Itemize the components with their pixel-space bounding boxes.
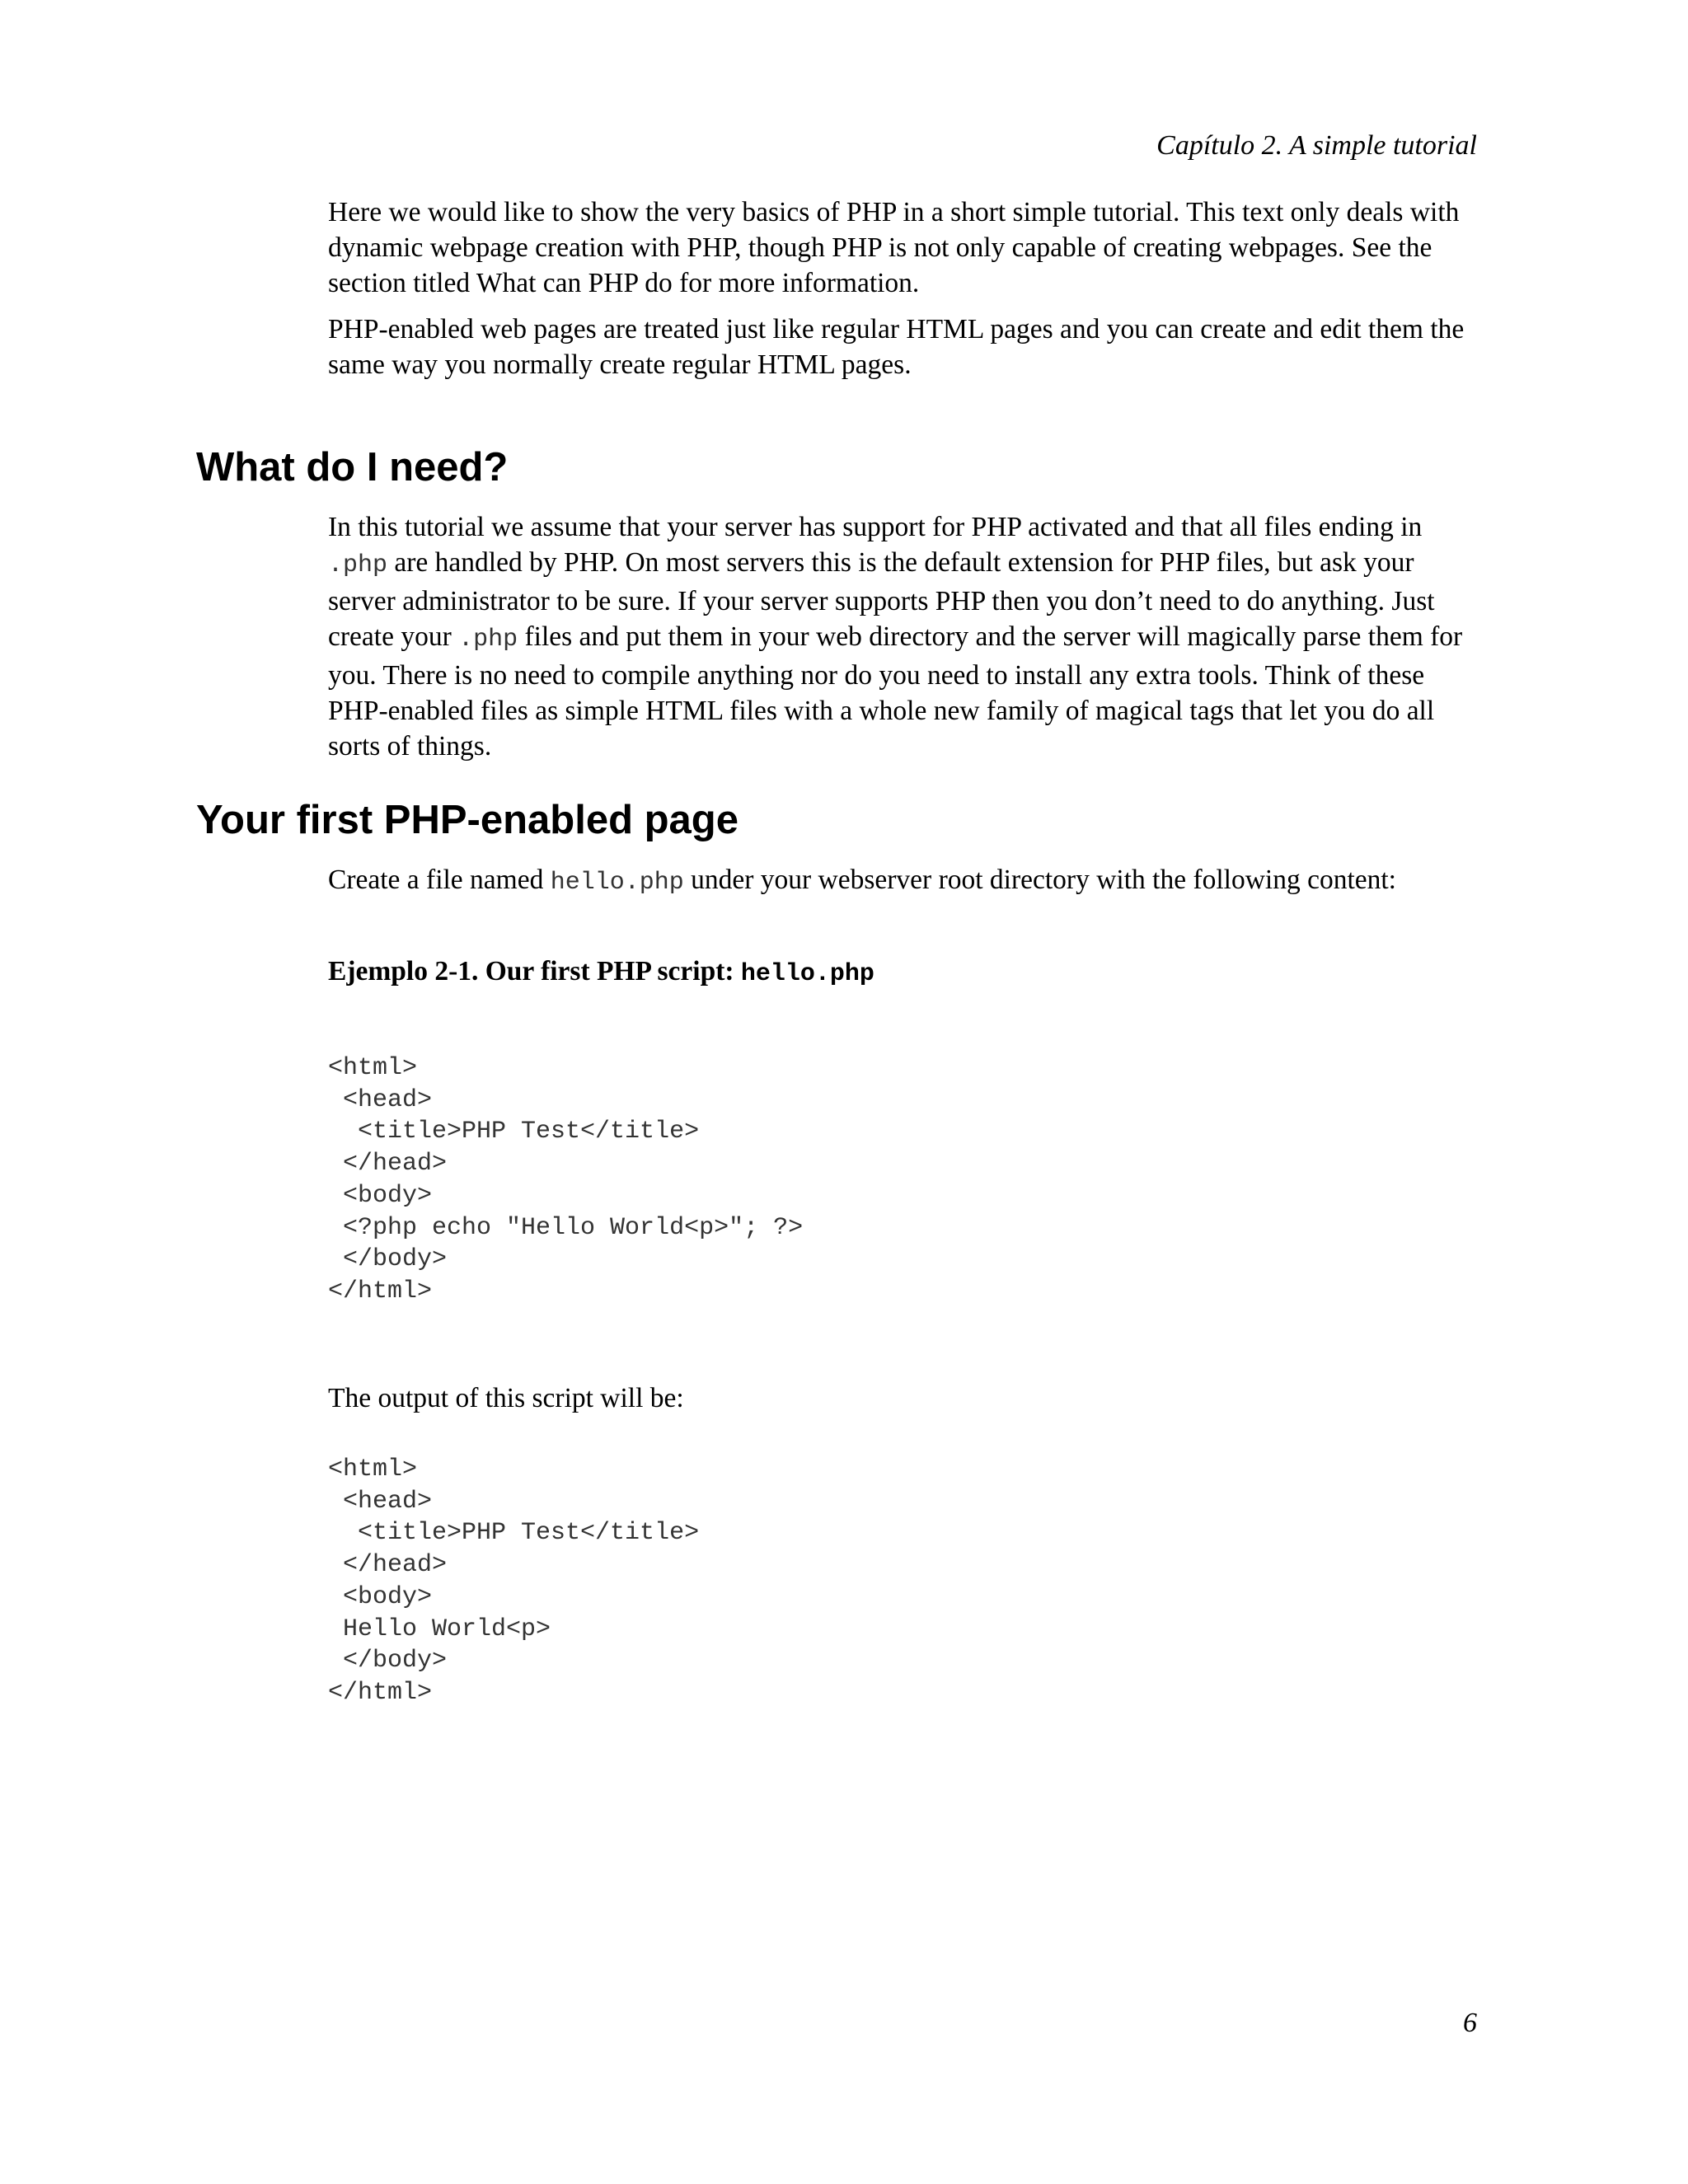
inline-code-php-ext: .php [328,551,388,579]
section1-text-a: In this tutorial we assume that your server has support for PHP activated and that all files ending in [328,512,1423,542]
inline-code-php-ext-2: .php [458,626,518,654]
intro-paragraph-1: Here we would like to show the very basics of PHP in a short simple tutorial. This text only deals with dynamic webpage creation with PHP, though PHP is not only capable of creating webpages. See the section titled What can PHP do for more information. [328,197,1460,298]
php-script-code-block: <html> <head> <title>PHP Test</title> </head> <body> <?php echo "Hello World<p>"; ?> </body> </html> [328,1054,804,1305]
intro-paragraph-2: PHP-enabled web pages are treated just like regular HTML pages and you can create and edit them the same way you normally create regular HTML pages. [328,314,1465,380]
section1-text-c: files and put them in your web directory and the server will magically parse them for you. There is no need to compile anything nor do you need to install any extra tools. Think of these PHP-enabled files as simple HTML files with a whole new family of magical tags that let you do all sorts of things. [328,621,1463,762]
section1-paragraph [328,509,1482,764]
section1-text-b: are handled by PHP. On most servers this is the default extension for PHP files, but ask your server administrator to be sure. If your server supports PHP then you don’t need to do anything. Just create your [328,547,1435,652]
script-output-code-block: <html> <head> <title>PHP Test</title> </head> <body> Hello World<p> </body> </html> [328,1455,700,1707]
section-heading-first-php-page: Your first PHP-enabled page [196,798,738,842]
section2-intro-paragraph [328,862,1482,901]
output-intro-text: The output of this script will be: [328,1383,684,1413]
section2-text-b: under your webserver root directory with the following content: [683,865,1396,895]
section2-text-a: Create a file named [328,865,551,895]
example-caption-label: Ejemplo 2-1. Our first PHP script: [328,956,741,987]
running-header: Capítulo 2. A simple tutorial [1156,130,1477,161]
section-heading-what-do-i-need: What do I need? [196,445,509,490]
inline-code-hello-php: hello.php [550,869,684,897]
example-caption [328,954,874,992]
example-caption-code: hello.php [740,960,874,988]
page-number: 6 [1463,2008,1477,2038]
